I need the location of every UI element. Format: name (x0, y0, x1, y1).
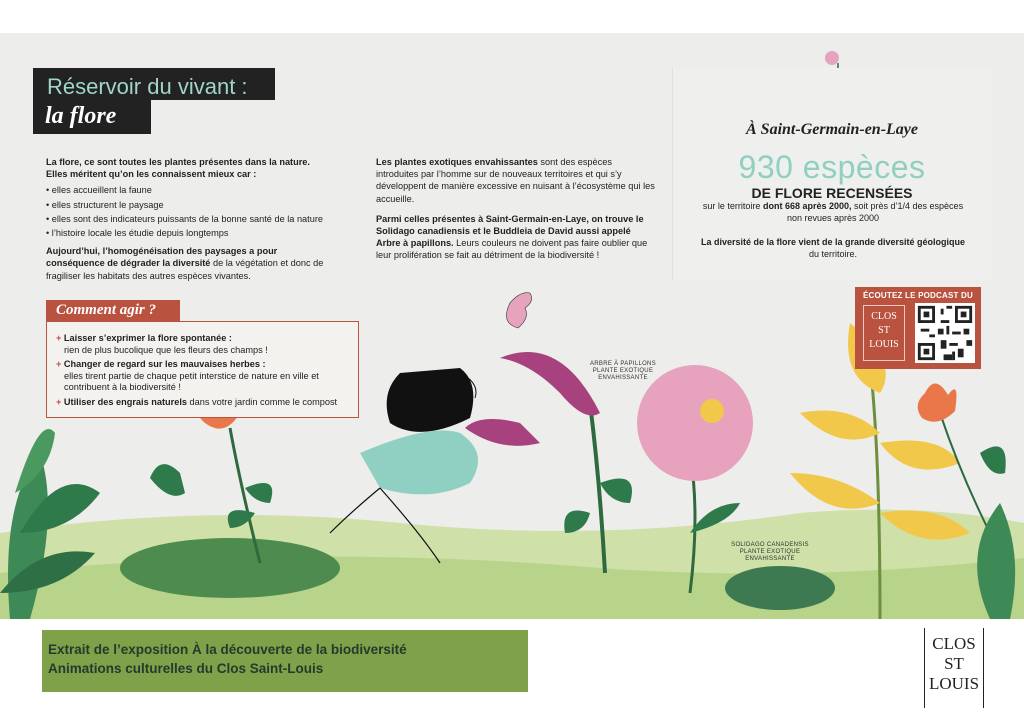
caption-line: SOLIDAGO CANADENSIS (731, 542, 809, 548)
intro-p2-rest: de la végétation et donc de fragiliser les habitats des autres espèces vivantes. (46, 258, 324, 281)
invasive-p2-bold: Parmi celles présentes à Saint-Germain-en-Laye, on trouve le Solidago canadiensis et le Buddleia de David aussi appelé Arbre à papillons. (376, 213, 644, 249)
diversity-rest: du territoire. (808, 248, 858, 259)
invasive-p2-rest: Leurs couleurs ne doivent pas faire oublier que leur prolifération se fait au détriment de la biodiversité ! (376, 238, 648, 261)
caption-line: PLANTE EXOTIQUE ENVAHISSANTE (739, 549, 801, 562)
species-count: 930 espèces (738, 149, 926, 185)
action-rest: rien de plus bucolique que les fleurs des champs ! (64, 344, 268, 355)
title-line-1: Réservoir du vivant : (33, 68, 275, 100)
footer-text (48, 640, 407, 678)
diversity-text (700, 237, 966, 260)
clos-st-louis-logo (924, 628, 984, 708)
place-name: À Saint-Germain-en-Laye (746, 121, 918, 138)
desc-post: soit près d’1/4 des espèces non revues après 2000 (786, 201, 964, 223)
poster (0, 33, 1024, 619)
invasive-text (376, 156, 656, 262)
podcast-label: ÉCOUTEZ LE PODCAST DU (863, 291, 973, 300)
invasive-p1-bold: Les plantes exotiques envahissantes (376, 157, 538, 167)
podcast-logo-line: CLOS (871, 311, 897, 322)
podcast-logo-line: ST (878, 325, 890, 336)
podcast-card[interactable] (855, 287, 981, 369)
action-item: + Utiliser des engrais naturels dans votre jardin comme le compost (56, 397, 338, 407)
caption-line: PLANTE EXOTIQUE ENVAHISSANTE (592, 368, 654, 381)
intro-lead: La flore, ce sont toutes les plantes présentes dans la nature. (46, 157, 310, 167)
action-item: + Changer de regard sur les mauvaises herbes : elles tirent partie de chaque petit interstice de nature en ville et contribuent à la biodiversité ! (56, 359, 352, 394)
intro-lead2: Elles méritent qu’on les connaissent mieux car : (46, 169, 257, 180)
action-bold: Laisser s’exprimer la flore spontanée : (63, 333, 232, 343)
action-item: + Laisser s’exprimer la flore spontanée : rien de plus bucolique que les fleurs des champs ! (56, 333, 268, 355)
logo-line: ST (944, 654, 964, 673)
logo-line: LOUIS (928, 674, 980, 693)
desc-bold: dont 668 après 2000, (762, 201, 852, 211)
qr-code-icon[interactable] (915, 303, 975, 363)
action-bold: Changer de regard sur les mauvaises herbes : (63, 359, 266, 369)
footer-line-1: Extrait de l’exposition À la découverte de la biodiversité (48, 642, 407, 657)
invasive-p1-rest: sont des espèces introduites par l’homme sur de nouveaux territoires et qui s’y développent de manière excessive en nuisant à l’écosystème qui les accueille. (376, 157, 655, 204)
podcast-logo-line: LOUIS (869, 339, 899, 350)
desc-pre: sur le territoire (702, 201, 763, 211)
action-rest: dans votre jardin comme le compost (186, 397, 338, 407)
species-count-sub: DE FLORE RECENSÉES (751, 185, 913, 201)
caption-line: ARBRE À PAPILLONS (589, 361, 656, 367)
actions-title: Comment agir ? (46, 300, 180, 322)
caption-buddleia (578, 361, 668, 382)
species-desc (700, 201, 966, 224)
logo-line: CLOS (932, 634, 976, 653)
action-rest: elles tirent partie de chaque petit interstice de nature en ville et contribuent à la biodiversité ! (64, 370, 319, 392)
title-line-2: la flore (33, 100, 151, 134)
intro-bullet: • elles accueillent la faune (46, 184, 336, 196)
diversity-bold: La diversité de la flore vient de la grande diversité géologique (700, 237, 966, 247)
footer-line-2: Animations culturelles du Clos Saint-Louis (48, 661, 324, 676)
intro-bullet: • l’histoire locale les étudie depuis longtemps (46, 227, 336, 239)
caption-solidago (725, 542, 815, 563)
intro-text (46, 156, 336, 282)
intro-bullet: • elles structurent le paysage (46, 199, 336, 211)
intro-p2-bold: Aujourd’hui, l’homogénéisation des paysages a pour conséquence de dégrader la diversité (46, 246, 278, 269)
action-bold: Utiliser des engrais naturels (63, 397, 187, 407)
podcast-logo (863, 305, 905, 361)
intro-bullet: • elles sont des indicateurs puissants de la bonne santé de la nature (46, 213, 336, 225)
